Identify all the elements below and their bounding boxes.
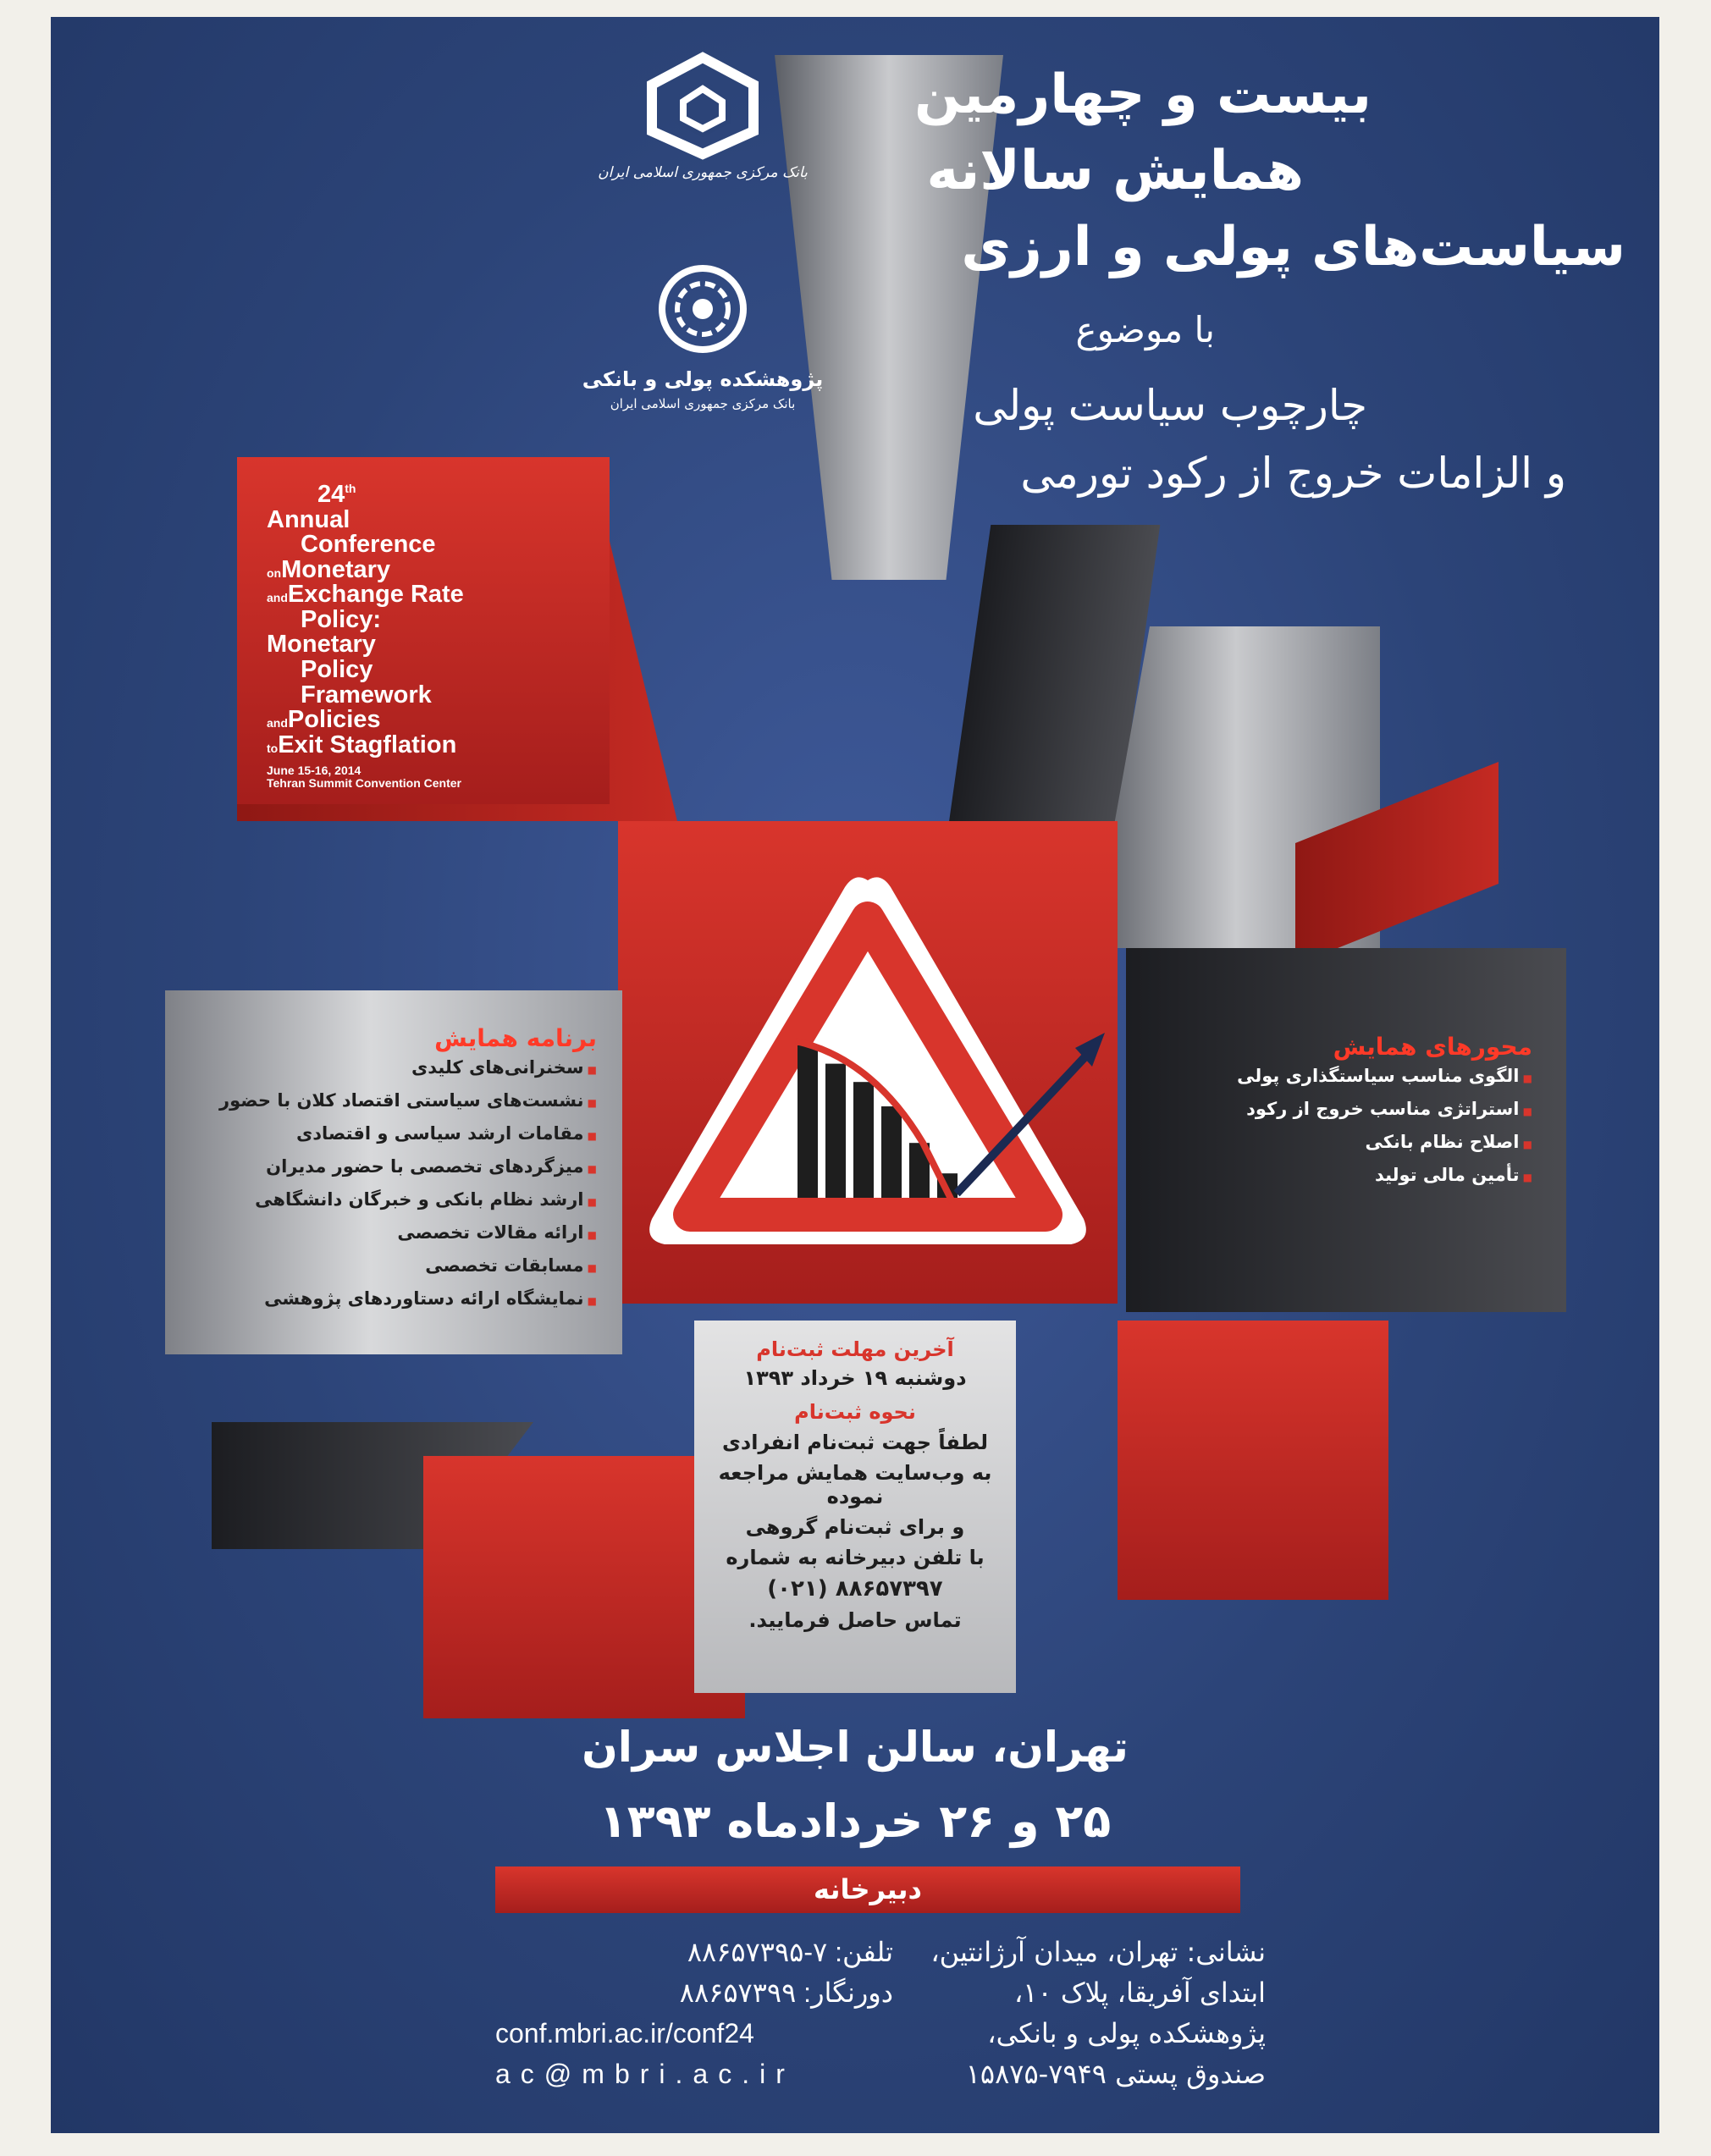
eng-line-policy: Policy:	[301, 605, 382, 633]
program-list	[165, 1052, 597, 1316]
eng-line-annual: Annual	[267, 505, 350, 533]
subject-line-2: و الزامات خروج از رکود تورمی	[1020, 449, 1566, 498]
poster	[51, 17, 1659, 2133]
email-link[interactable]: ac@mbri.ac.ir	[495, 2059, 795, 2089]
stagflation-warning-icon	[618, 821, 1118, 1304]
program-item: ■ مسابقات تخصصی	[165, 1250, 597, 1283]
axes-item: ■ اصلاح نظام بانکی	[1126, 1127, 1532, 1160]
eng-line-policies: Policies	[287, 706, 381, 734]
how-line: تماس حاصل فرمایید.	[748, 1608, 962, 1632]
how-line: با تلفن دبیرخانه به شماره	[726, 1546, 985, 1569]
program-item-cont: ■ ارشد نظام بانکی و خبرگان دانشگاهی	[165, 1184, 597, 1217]
subject-label: با موضوع	[1075, 309, 1215, 350]
axes-panel	[1126, 948, 1566, 1304]
chart-bar	[798, 1045, 818, 1198]
program-item: ■ نشست‌های سیاستی اقتصاد کلان با حضور	[165, 1085, 597, 1118]
axes-list	[1126, 1061, 1532, 1193]
title-line-2: همایش سالانه	[926, 140, 1304, 202]
program-item-cont: ■ مقامات ارشد سیاسی و اقتصادی	[165, 1118, 597, 1151]
program-panel	[165, 990, 622, 1354]
program-item: ■ سخنرانی‌های کلیدی	[165, 1052, 597, 1085]
address-line: نشانی: تهران، میدان آرژانتین،	[930, 1936, 1266, 1968]
eng-line-policy2: Policy	[301, 656, 373, 684]
red-block-bottom-right	[1118, 1321, 1388, 1600]
chart-bar	[825, 1064, 846, 1198]
registration-panel	[694, 1321, 1016, 1693]
address-line: صندوق پستی ۷۹۴۹-۱۵۸۷۵	[965, 2058, 1266, 2090]
chart-bar	[853, 1082, 874, 1198]
axes-item: ■ استراتژی مناسب خروج از رکود	[1126, 1094, 1532, 1127]
phone-number: تلفن: ۷-۸۸۶۵۷۳۹۵	[687, 1937, 893, 1967]
secretariat-bar	[495, 1867, 1240, 1913]
eng-date: June 15-16, 2014	[267, 764, 362, 778]
institute-emblem-icon	[656, 262, 749, 356]
eng-line-framework: Framework	[301, 681, 432, 709]
address-line: ابتدای آفریقا، پلاک ۱۰،	[1013, 1977, 1266, 2009]
program-item: ■ ارائه مقالات تخصصی	[165, 1217, 597, 1250]
venue-place: تهران، سالن اجلاس سران	[582, 1723, 1129, 1772]
eng-line-conference: Conference	[301, 531, 436, 559]
how-title: نحوه ثبت‌نام	[794, 1400, 916, 1424]
eng-line-monetary2: Monetary	[267, 631, 376, 659]
english-text: 24th Annual Conference onMonetary andExchange Rate Policy: Monetary Policy Framework andPolicies toExit Stagflation June 15-16, 2014 Tehran Summit Convention Center	[267, 482, 614, 789]
title-line-1: بیست و چهارمین	[914, 63, 1372, 126]
how-line: و برای ثبت‌نام گروهی	[745, 1515, 965, 1539]
eng-line-exchange: Exchange Rate	[287, 581, 464, 609]
how-line: به وب‌سایت همایش مراجعه نموده	[718, 1461, 992, 1508]
eng-line-monetary: Monetary	[281, 555, 391, 583]
program-item: ■ میزگردهای تخصصی با حضور مدیران	[165, 1151, 597, 1184]
deadline-title: آخرین مهلت ثبت‌نام	[756, 1337, 954, 1361]
axes-item: ■ الگوی مناسب سیاستگذاری پولی	[1126, 1061, 1532, 1094]
fax-number: دورنگار: ۸۸۶۵۷۳۹۹	[679, 1977, 893, 2008]
subject-line-1: چارچوب سیاست پولی	[973, 381, 1367, 430]
eng-venue: Tehran Summit Convention Center	[267, 775, 461, 790]
warning-sign-box	[618, 821, 1118, 1304]
venue-date: ۲۵ و ۲۶ خردادماه ۱۳۹۳	[599, 1795, 1112, 1848]
deadline-date: دوشنبه ۱۹ خرداد ۱۳۹۳	[743, 1366, 967, 1390]
address-line: پژوهشکده پولی و بانکی،	[987, 2017, 1266, 2049]
institute-logo	[567, 262, 838, 411]
axes-title: محورهای همایش	[1333, 1033, 1532, 1061]
central-bank-logo	[576, 51, 830, 181]
registration-phone: (۰۲۱) ۸۸۶۵۷۳۹۷	[767, 1576, 943, 1602]
website-link[interactable]: conf.mbri.ac.ir/conf24	[495, 2018, 754, 2048]
institute-name: پژوهشکده پولی و بانکی	[582, 367, 824, 391]
program-item: ■ نمایشگاه ارائه دستاوردهای پژوهشی	[165, 1283, 597, 1316]
central-bank-name: بانک مرکزی جمهوری اسلامی ایران	[598, 164, 808, 181]
institute-subtitle: بانک مرکزی جمهوری اسلامی ایران	[610, 396, 796, 411]
axes-item: ■ تأمین مالی تولید	[1126, 1160, 1532, 1193]
eng-line-exit: Exit Stagflation	[278, 731, 457, 758]
contact-block	[495, 1932, 893, 2094]
conference-number: 24	[317, 481, 345, 508]
how-line: لطفاً جهت ثبت‌نام انفرادی	[721, 1431, 989, 1454]
program-title: برنامه همایش	[434, 1024, 597, 1052]
central-bank-emblem-icon	[639, 51, 766, 161]
secretariat-title: دبیرخانه	[814, 1873, 922, 1905]
address-block	[930, 1932, 1266, 2094]
title-line-3: سیاست‌های پولی و ارزی	[961, 216, 1625, 278]
chart-bar	[881, 1106, 902, 1198]
